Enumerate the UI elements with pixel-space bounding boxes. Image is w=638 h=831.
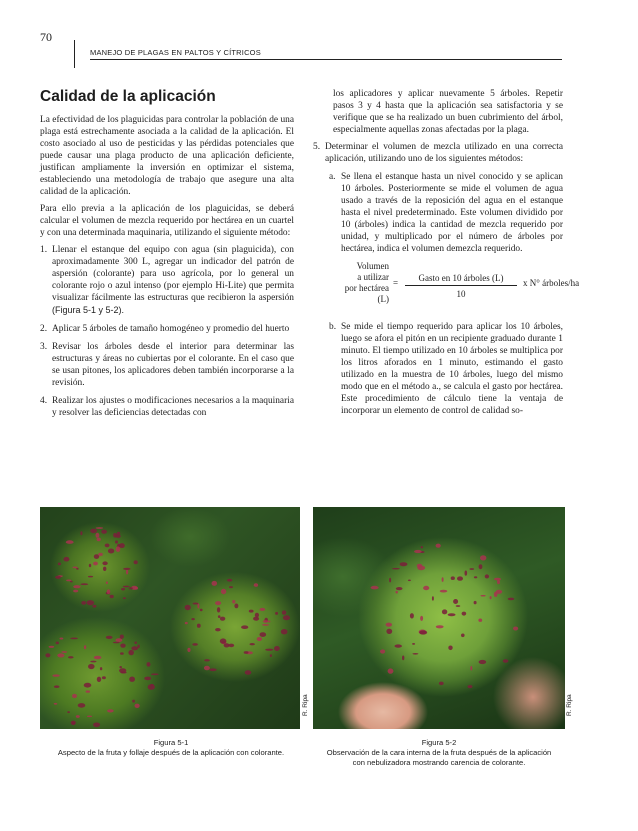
dye-spot bbox=[274, 646, 280, 651]
dye-spot bbox=[204, 659, 210, 661]
dye-spot bbox=[474, 601, 477, 604]
step-number: 1. bbox=[40, 245, 48, 255]
dye-spot bbox=[56, 642, 59, 645]
dye-spot bbox=[106, 636, 113, 639]
dye-spot bbox=[54, 703, 58, 705]
dye-spot bbox=[90, 661, 96, 663]
dye-spot bbox=[96, 533, 100, 538]
dye-spot bbox=[123, 586, 130, 588]
dye-spot bbox=[128, 650, 134, 655]
dye-spot bbox=[150, 684, 153, 686]
dye-spot bbox=[234, 604, 238, 609]
dye-spot bbox=[86, 690, 90, 692]
dye-spot bbox=[479, 564, 483, 569]
right-column bbox=[313, 88, 580, 423]
dye-spot bbox=[262, 624, 269, 626]
dye-spot bbox=[70, 581, 73, 583]
dye-spot bbox=[87, 716, 92, 718]
dye-spot bbox=[257, 637, 262, 641]
dye-spot bbox=[93, 562, 98, 566]
dye-spot bbox=[54, 685, 60, 688]
dye-spot bbox=[93, 723, 100, 728]
dye-spot bbox=[103, 567, 106, 571]
dye-spot bbox=[97, 538, 101, 542]
dye-spot bbox=[84, 683, 92, 688]
dye-spot bbox=[249, 610, 254, 613]
dye-spot bbox=[494, 578, 501, 581]
dye-spot bbox=[107, 709, 114, 712]
dye-spot bbox=[232, 600, 235, 604]
dye-spot bbox=[442, 609, 447, 614]
figure-label: Figura 5-2 bbox=[421, 738, 457, 747]
method-b bbox=[313, 321, 563, 417]
dye-spot bbox=[80, 531, 82, 535]
dye-spot bbox=[453, 599, 458, 604]
dye-spot bbox=[281, 629, 288, 634]
dye-spot bbox=[496, 590, 502, 594]
dye-spots-2 bbox=[313, 507, 565, 729]
step-number: 2. bbox=[40, 324, 48, 334]
dye-spot bbox=[108, 549, 114, 554]
dye-spot bbox=[115, 540, 118, 543]
photo-credit: R. Ripa bbox=[566, 694, 573, 716]
dye-spot bbox=[129, 677, 135, 682]
dye-spot bbox=[200, 609, 203, 612]
dye-spot bbox=[61, 651, 67, 653]
dye-spot bbox=[49, 646, 55, 648]
dye-spot bbox=[244, 651, 249, 654]
list-item bbox=[40, 341, 294, 389]
dye-spot bbox=[52, 674, 59, 676]
dye-spot bbox=[73, 567, 78, 569]
figure-5-2-caption bbox=[310, 738, 568, 768]
dye-spot bbox=[90, 529, 97, 534]
dye-spot bbox=[275, 612, 278, 615]
step-4-continuation: los aplicadores y aplicar nuevamente 5 árboles. Repetir pasos 3 y 4 hasta que la aplicación sea satisfactoria y se verifique que se ha realizado un buen cubrimiento del árbol, especialmente aquellas zonas afectadas por la plaga. bbox=[333, 89, 563, 135]
dye-spot bbox=[474, 576, 477, 578]
method-letter: a. bbox=[329, 172, 336, 182]
dye-spot bbox=[283, 615, 290, 620]
dye-spot bbox=[135, 704, 140, 708]
dye-spot bbox=[265, 649, 273, 651]
dye-spot bbox=[469, 568, 474, 570]
dye-spot bbox=[209, 668, 216, 671]
step-text: Llenar el estanque del equipo con agua (sin plaguicida), con aproximadamente 300 L, agregar un indicador del patrón de aspersión (colorante) para uso agrícola, por lo general un colorante rojo o azul intenso (por ejemplo Hi-Lite) que permita visualizar fácilmente las estructuras que recibieron la aspersión bbox=[52, 245, 294, 303]
dye-spot bbox=[392, 568, 400, 570]
dye-spot bbox=[197, 624, 201, 628]
dye-spot bbox=[131, 646, 138, 650]
dye-spot bbox=[98, 553, 103, 556]
running-title: MANEJO DE PLAGAS EN PALTOS Y CÍTRICOS bbox=[90, 48, 261, 57]
dye-spot bbox=[192, 643, 198, 646]
method-a bbox=[313, 171, 563, 255]
dye-spot bbox=[478, 619, 482, 622]
dye-spot bbox=[215, 628, 221, 631]
dye-spot bbox=[245, 670, 252, 675]
dye-spot bbox=[490, 596, 492, 599]
dye-spot bbox=[45, 653, 50, 657]
dye-spot bbox=[402, 656, 404, 661]
step-number: 5. bbox=[313, 142, 321, 152]
dye-spot bbox=[457, 576, 463, 580]
dye-spot bbox=[137, 645, 139, 649]
formula-left-line: a utilizar bbox=[357, 272, 389, 282]
dye-spot bbox=[417, 564, 423, 568]
figure-5-2-photo bbox=[313, 507, 565, 729]
dye-spot bbox=[412, 643, 415, 645]
list-item bbox=[40, 395, 294, 419]
dye-spot bbox=[503, 659, 509, 663]
dye-spot bbox=[228, 644, 234, 648]
left-column bbox=[40, 88, 294, 425]
dye-spot bbox=[67, 711, 70, 713]
dye-spot bbox=[185, 605, 191, 610]
figure-reference: (Figura 5-1 y 5-2). bbox=[52, 305, 125, 315]
formula-numerator: Gasto en 10 árboles (L) bbox=[418, 273, 504, 283]
dye-spot bbox=[96, 527, 104, 529]
dye-spot bbox=[88, 664, 95, 669]
dye-spot bbox=[227, 579, 232, 582]
dye-spot bbox=[135, 587, 138, 590]
dye-spot bbox=[123, 597, 126, 599]
dye-spot bbox=[260, 608, 266, 611]
dye-spot bbox=[120, 652, 124, 655]
dye-spot bbox=[110, 595, 114, 598]
formula-left-line: (L) bbox=[377, 294, 389, 304]
dye-spot bbox=[480, 555, 486, 560]
step-number: 4. bbox=[40, 396, 48, 406]
dye-spot bbox=[448, 613, 456, 616]
dye-spot bbox=[89, 564, 91, 568]
step-text: Realizar los ajustes o modificaciones necesarios a la maquinaria y resolver las deficiencias detectadas con bbox=[52, 396, 294, 418]
step-text: Aplicar 5 árboles de tamaño homogéneo y promedio del huerto bbox=[52, 324, 290, 334]
dye-spot bbox=[461, 634, 465, 638]
method-letter: b. bbox=[329, 322, 337, 332]
dye-spots-1 bbox=[40, 507, 300, 729]
dye-spot bbox=[470, 666, 472, 671]
dye-spot bbox=[187, 648, 190, 652]
dye-spot bbox=[513, 627, 518, 631]
dye-spot bbox=[396, 591, 398, 594]
volume-formula bbox=[313, 261, 580, 315]
dye-spot bbox=[241, 625, 248, 629]
dye-spot bbox=[120, 644, 125, 648]
dye-spot bbox=[263, 620, 269, 623]
header-vertical-rule bbox=[74, 40, 75, 68]
caption-text: Observación de la cara interna de la fruta después de la aplicación bbox=[326, 748, 552, 757]
dye-spot bbox=[497, 580, 500, 585]
dye-spot bbox=[193, 603, 199, 605]
dye-spot bbox=[380, 649, 385, 653]
list-item bbox=[313, 141, 563, 165]
dye-spot bbox=[421, 546, 423, 548]
dye-spot bbox=[448, 646, 452, 651]
dye-spot bbox=[68, 656, 74, 658]
dye-spot bbox=[386, 623, 392, 627]
dye-spot bbox=[442, 577, 444, 582]
section-title: Calidad de la aplicación bbox=[40, 88, 216, 105]
dye-spot bbox=[456, 605, 461, 607]
dye-spot bbox=[220, 617, 225, 621]
dye-spot bbox=[55, 576, 61, 579]
formula-left-line: Volumen bbox=[356, 261, 389, 271]
dye-spot bbox=[396, 587, 403, 590]
dye-spot bbox=[73, 585, 80, 588]
dye-spot bbox=[436, 544, 441, 548]
dye-spot bbox=[94, 656, 102, 660]
dye-spot bbox=[217, 607, 220, 612]
dye-spot bbox=[468, 685, 473, 688]
dye-spot bbox=[147, 662, 151, 667]
list-item bbox=[40, 244, 294, 317]
dye-spot bbox=[485, 574, 489, 578]
dye-spot bbox=[70, 638, 78, 640]
dye-spot bbox=[465, 571, 468, 576]
list-item bbox=[40, 323, 294, 335]
dye-spot bbox=[215, 601, 221, 605]
dye-spot bbox=[212, 581, 218, 586]
dye-spot bbox=[102, 676, 106, 679]
figure-5-1-caption bbox=[36, 738, 306, 758]
dye-spot bbox=[436, 625, 444, 628]
dye-spot bbox=[117, 532, 120, 535]
dye-spot bbox=[88, 576, 93, 578]
dye-spot bbox=[268, 621, 270, 623]
dye-spot bbox=[419, 630, 427, 634]
step-text: Determinar el volumen de mezcla utilizado en una correcta aplicación, utilizando uno de los siguientes métodos: bbox=[325, 142, 563, 164]
dye-spot bbox=[129, 587, 133, 589]
dye-spot bbox=[420, 616, 423, 621]
dye-spot bbox=[255, 613, 259, 618]
dye-spot bbox=[134, 560, 138, 564]
dye-spot bbox=[113, 642, 120, 644]
dye-spot bbox=[80, 583, 88, 585]
photo-credit: R. Ripa bbox=[302, 694, 309, 716]
dye-spot bbox=[132, 700, 135, 703]
dye-spot bbox=[81, 601, 86, 605]
steps-list-continued bbox=[313, 141, 563, 165]
dye-spot bbox=[479, 660, 487, 664]
formula-denominator: 10 bbox=[456, 289, 466, 299]
method-paragraph: Para ello previa a la aplicación de los plaguicidas, se deberá calcular el volumen de mezcla requerido por hectárea en un cuartel y con una determinada maquinaria, utilizando el siguiente método: bbox=[40, 204, 294, 238]
dye-spot bbox=[260, 632, 267, 637]
dye-spot bbox=[508, 598, 515, 601]
formula-equals: = bbox=[393, 278, 399, 288]
dye-spot bbox=[57, 653, 64, 657]
figure-5-1-photo bbox=[40, 507, 300, 729]
dye-spot bbox=[218, 615, 221, 618]
dye-spot bbox=[229, 586, 233, 588]
dye-spot bbox=[439, 682, 444, 686]
dye-spot bbox=[371, 586, 379, 590]
fraction-bar bbox=[405, 285, 517, 286]
dye-spot bbox=[60, 638, 64, 640]
dye-spot bbox=[107, 589, 110, 594]
steps-list bbox=[40, 244, 294, 419]
dye-spot bbox=[185, 622, 188, 624]
dye-spot bbox=[100, 667, 102, 670]
caption-text: con nebulizadora mostrando carencia de colorante. bbox=[352, 758, 526, 767]
header-rule bbox=[90, 59, 562, 60]
dye-spot bbox=[63, 557, 69, 562]
dye-spot bbox=[408, 580, 411, 582]
dye-spot bbox=[58, 563, 61, 566]
dye-spot bbox=[462, 612, 467, 616]
dye-spot bbox=[87, 600, 95, 605]
dye-spot bbox=[423, 586, 429, 590]
dye-spot bbox=[389, 578, 391, 583]
formula-left-line: por hectárea bbox=[344, 283, 389, 293]
intro-paragraph: La efectividad de los plaguicidas para controlar la población de una plaga está estrechamente asociada a la calidad de la aplicación. El costo asociado al uso de pesticidas y las pérdidas potenciales que puede causar una plaga producto de una aplicación deficiente, justifican ampliamente la inversión en optimizar el sistema, estableciendo una metodología de trabajo que asegure una alta calidad de la aplicación. bbox=[40, 115, 294, 197]
dye-spot bbox=[220, 638, 227, 643]
method-text: Se mide el tiempo requerido para aplicar los 10 árboles, luego se afora el pitón en un recipiente graduado durante 1 minuto. El tiempo utilizado en 10 árboles se multiplica por los litros aforados en 1 minuto, estimando el gasto utilizado en la muestra de 10 árboles, luego del mismo modo que en el método a., se calcula el gasto por hectárea. Este procedimiento de cálculo tiene la ventaja de incorporar un elemento de control de calidad so- bbox=[341, 322, 563, 416]
step-text: Revisar los árboles desde el interior para determinar las estructuras y áreas no cubiertas por el colorante. En el caso que se usan pitones, los aplicadores deben también incorporarse a la revisión. bbox=[52, 342, 294, 388]
dye-spot bbox=[106, 581, 108, 584]
dye-spot bbox=[121, 588, 125, 590]
dye-spot bbox=[76, 715, 80, 718]
formula-left-side bbox=[313, 261, 389, 305]
dye-spot bbox=[410, 613, 414, 618]
dye-spot bbox=[119, 668, 126, 673]
dye-spot bbox=[97, 677, 101, 682]
dye-spot bbox=[105, 544, 110, 548]
dye-spot bbox=[102, 561, 107, 565]
dye-spot bbox=[412, 653, 418, 655]
step-number: 3. bbox=[40, 342, 48, 352]
method-text: Se llena el estanque hasta un nivel conocido y se aplican 10 árboles. Posteriormente se mide el volumen de agua usado a través de la reposición del agua en el estanque hasta el nivel predeterminado. Este volumen dividido por 10 (árboles) indica la cantidad de mezcla requerido por unidad, y multiplicado por el número de árboles por hectárea, indica el volumen demezcla requerido. bbox=[341, 172, 563, 254]
dye-spot bbox=[440, 590, 448, 593]
dye-spot bbox=[388, 668, 394, 673]
dye-spot bbox=[386, 629, 392, 634]
figure-label: Figura 5-1 bbox=[153, 738, 189, 747]
dye-spot bbox=[66, 540, 74, 544]
dye-spot bbox=[120, 635, 124, 639]
dye-spot bbox=[481, 595, 486, 597]
dye-spot bbox=[400, 562, 408, 566]
dye-spot bbox=[116, 546, 121, 552]
dye-spot bbox=[191, 618, 194, 620]
dye-spot bbox=[73, 590, 78, 593]
dye-spot bbox=[414, 550, 422, 553]
dye-spot bbox=[144, 677, 151, 681]
dye-spot bbox=[101, 530, 107, 534]
dye-spot bbox=[282, 610, 286, 614]
dye-spot bbox=[72, 722, 75, 725]
dye-spot bbox=[78, 703, 86, 708]
dye-spot bbox=[84, 645, 86, 649]
dye-spot bbox=[197, 603, 199, 608]
dye-spot bbox=[92, 605, 96, 608]
page-number: 70 bbox=[40, 30, 52, 44]
dye-spot bbox=[151, 673, 159, 675]
caption-text: Aspecto de la fruta y follaje después de la aplicación con colorante. bbox=[57, 748, 285, 757]
dye-spot bbox=[395, 644, 402, 647]
dye-spot bbox=[254, 583, 258, 587]
dye-spot bbox=[72, 694, 77, 698]
formula-multiplier: x N° árboles/ha bbox=[523, 278, 580, 288]
dye-spot bbox=[123, 568, 131, 570]
dye-spot bbox=[134, 642, 137, 644]
dye-spot bbox=[221, 589, 226, 594]
dye-spot bbox=[250, 643, 255, 645]
dye-spot bbox=[432, 596, 434, 600]
dye-spot bbox=[119, 666, 122, 668]
dye-spot bbox=[451, 576, 455, 580]
dye-spot bbox=[270, 654, 272, 657]
dye-spot bbox=[204, 666, 210, 671]
